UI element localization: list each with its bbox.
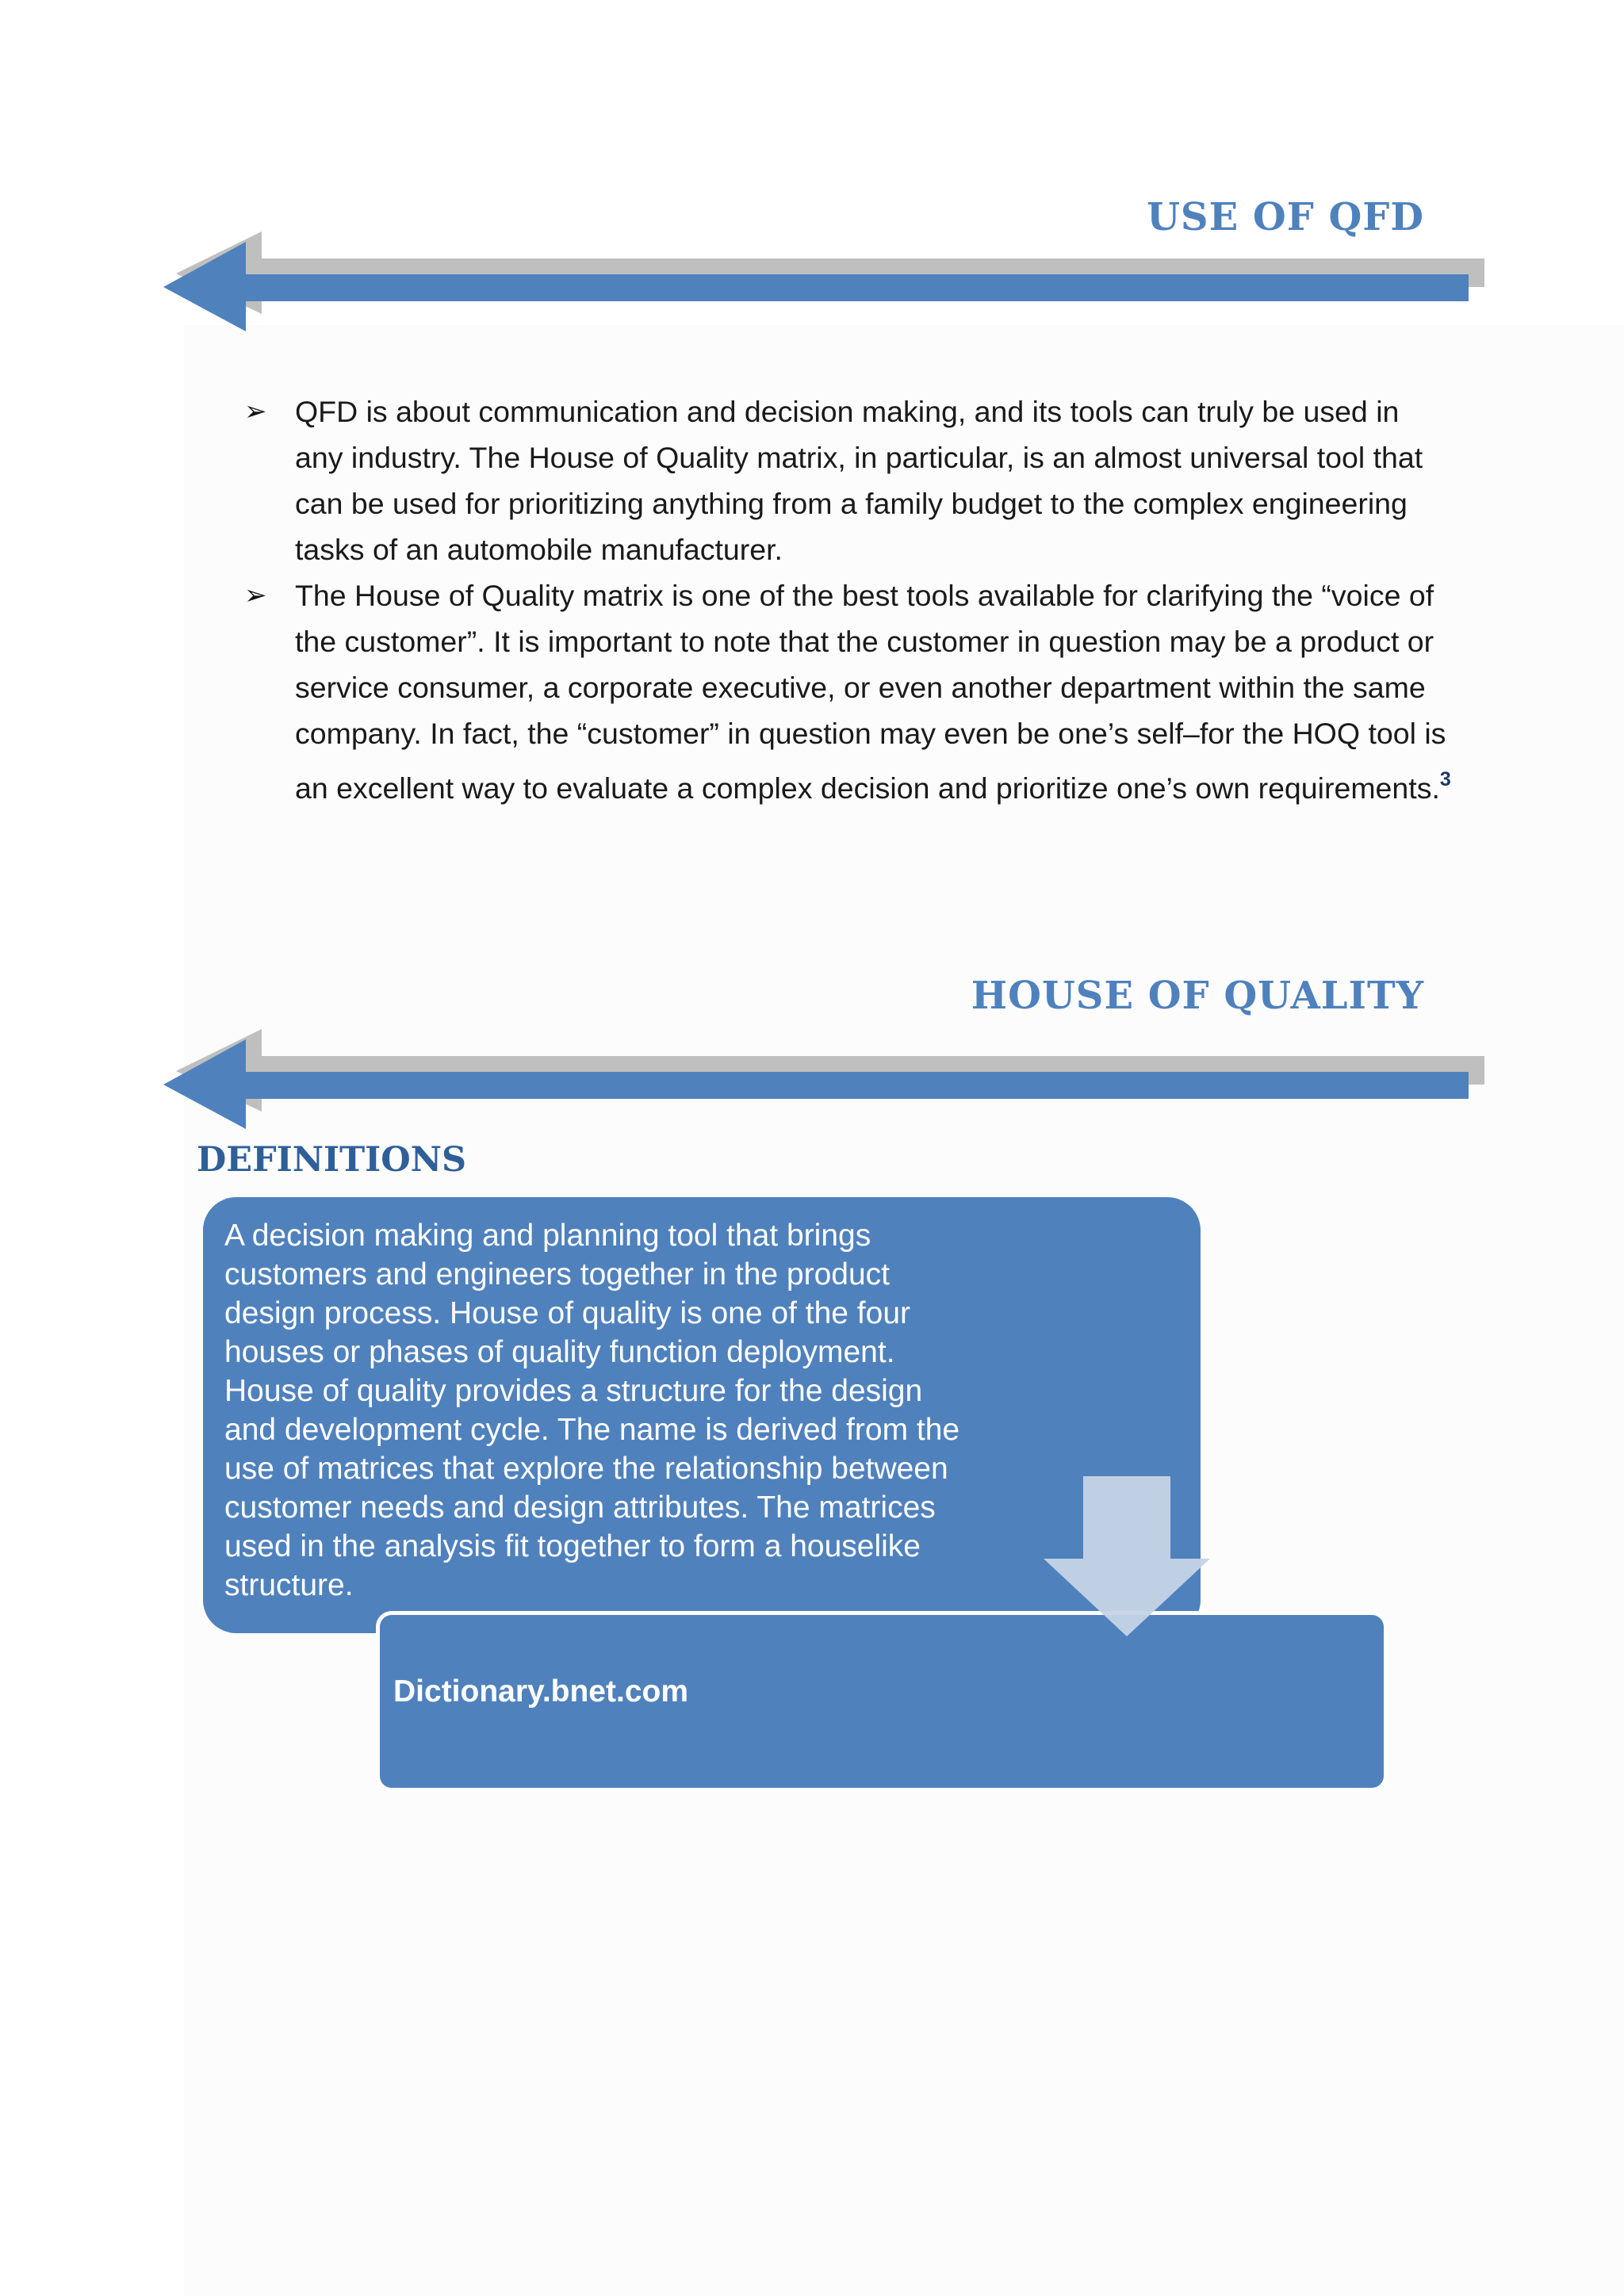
arrow-shadow (176, 1029, 1484, 1112)
arrow-body (163, 242, 1469, 331)
arrow-bullet-icon: ➢ (244, 580, 267, 610)
left-arrow-divider (159, 1027, 1491, 1138)
qfd-use-bullet-list (239, 388, 1453, 811)
bullet-item (239, 572, 1453, 811)
bullet-text: The House of Quality matrix is one of the best tools available for clarifying the “voice of the customer”. It is important to note that the customer in question may be a product or service consumer, a corporate executive, or even another department within the same company. In fact, the “customer” in question may even be one’s self–for the HOQ tool is an excellent way to evaluate a complex decision and prioritize one’s own requirements. (295, 579, 1446, 805)
bullet-item (239, 388, 1453, 572)
source-label: Dictionary.bnet.com (393, 1674, 689, 1709)
definitions-subheading: DEFINITIONS (197, 1140, 467, 1180)
arrow-shadow (176, 232, 1484, 314)
down-arrow-icon (1044, 1476, 1210, 1636)
footnote-reference[interactable]: 3 (1439, 768, 1451, 790)
arrow-bullet-icon: ➢ (244, 396, 267, 427)
definition-text: A decision making and planning tool that brings customers and engineers together in the product design process. House of quality is one of the four houses or phases of quality function deployment. House of quality provides a structure for the design and development cycle. The name is derived from the use of matrices that explore the relationship between customer needs and design attributes. The matrices used in the analysis fit together to form a houselike structure. (224, 1219, 960, 1602)
bullet-text: QFD is about communication and decision making, and its tools can truly be used in any industry. The House of Quality matrix, in particular, is an almost universal tool that can be used for prioritizing anything from a family budget to the complex engineering tasks of an automobile manufacturer. (295, 395, 1423, 566)
arrow-body (163, 1039, 1469, 1129)
left-arrow-divider (159, 230, 1491, 341)
section-heading-house-of-quality: HOUSE OF QUALITY (971, 974, 1424, 1018)
section-heading-use-of-qfd: USE OF QFD (1147, 195, 1424, 239)
